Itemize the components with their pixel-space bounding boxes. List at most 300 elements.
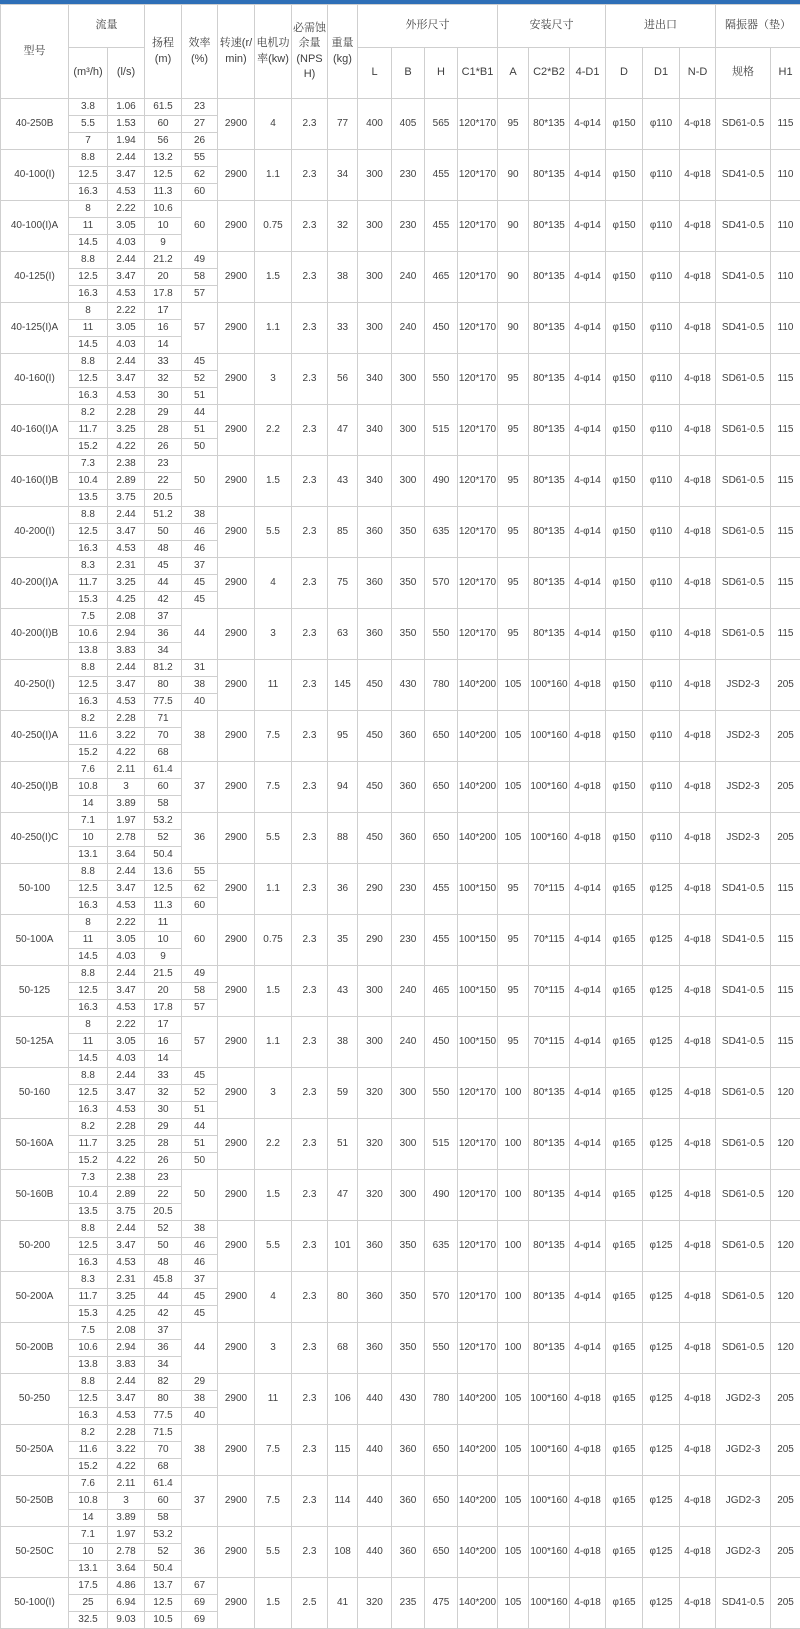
cell-iso-h1: 115 (771, 405, 800, 456)
cell-flow-m3h: 8 (69, 201, 108, 218)
cell-flow-ls: 3.47 (108, 1238, 145, 1255)
cell-flow-ls: 2.44 (108, 966, 145, 983)
cell-dim-c1b1: 120*170 (458, 252, 498, 303)
cell-efficiency: 50 (182, 1170, 218, 1221)
cell-dim-b: 300 (392, 1119, 425, 1170)
cell-dim-l: 450 (358, 762, 392, 813)
cell-dim-h: 565 (425, 99, 458, 150)
cell-flow-m3h: 14.5 (69, 235, 108, 252)
cell-inst-4d1: 4-φ18 (570, 1374, 606, 1425)
cell-flow-m3h: 13.5 (69, 1204, 108, 1221)
cell-efficiency: 60 (182, 201, 218, 252)
cell-iso-spec: SD61-0.5 (716, 1323, 771, 1374)
cell-dim-c1b1: 120*170 (458, 1068, 498, 1119)
cell-port-nd: 4-φ18 (680, 813, 716, 864)
cell-head: 17 (145, 303, 182, 320)
cell-inst-a: 95 (498, 609, 529, 660)
cell-iso-spec: SD41-0.5 (716, 201, 771, 252)
cell-efficiency: 57 (182, 286, 218, 303)
cell-iso-spec: SD41-0.5 (716, 1017, 771, 1068)
cell-flow-m3h: 8.8 (69, 966, 108, 983)
cell-port-d: φ150 (606, 303, 643, 354)
cell-head: 45 (145, 558, 182, 575)
cell-port-nd: 4-φ18 (680, 1476, 716, 1527)
cell-flow-m3h: 8.8 (69, 660, 108, 677)
cell-head: 60 (145, 116, 182, 133)
cell-efficiency: 38 (182, 507, 218, 524)
cell-port-d1: φ110 (643, 762, 680, 813)
cell-head: 12.5 (145, 167, 182, 184)
cell-iso-h1: 205 (771, 1374, 800, 1425)
cell-efficiency: 46 (182, 541, 218, 558)
cell-dim-c1b1: 100*150 (458, 966, 498, 1017)
cell-inst-c2b2: 80*135 (529, 1170, 570, 1221)
cell-flow-ls: 1.06 (108, 99, 145, 116)
cell-inst-4d1: 4-φ18 (570, 1578, 606, 1629)
table-row (1, 507, 800, 524)
cell-iso-h1: 120 (771, 1068, 800, 1119)
cell-inst-a: 95 (498, 864, 529, 915)
cell-npsh: 2.3 (292, 558, 328, 609)
table-row (1, 609, 800, 626)
cell-flow-ls: 2.31 (108, 1272, 145, 1289)
cell-head: 14 (145, 337, 182, 354)
cell-head: 48 (145, 541, 182, 558)
cell-weight: 59 (328, 1068, 358, 1119)
cell-port-nd: 4-φ18 (680, 1425, 716, 1476)
cell-iso-spec: JGD2-3 (716, 1425, 771, 1476)
cell-flow-ls: 2.44 (108, 660, 145, 677)
header-dim-b: B (392, 48, 425, 99)
cell-model: 40-250(I)C (1, 813, 69, 864)
cell-flow-m3h: 12.5 (69, 524, 108, 541)
table-row (1, 201, 800, 218)
cell-flow-ls: 3.05 (108, 218, 145, 235)
cell-speed: 2900 (218, 762, 255, 813)
cell-model: 40-125(I)A (1, 303, 69, 354)
cell-head: 77.5 (145, 694, 182, 711)
cell-dim-l: 290 (358, 915, 392, 966)
table-row (1, 150, 800, 167)
cell-dim-c1b1: 120*170 (458, 354, 498, 405)
cell-flow-ls: 2.44 (108, 150, 145, 167)
cell-power: 4 (255, 558, 292, 609)
cell-inst-a: 105 (498, 1476, 529, 1527)
cell-speed: 2900 (218, 1323, 255, 1374)
cell-head: 68 (145, 745, 182, 762)
cell-model: 50-100A (1, 915, 69, 966)
table-row (1, 558, 800, 575)
cell-flow-m3h: 8.8 (69, 507, 108, 524)
cell-dim-b: 235 (392, 1578, 425, 1629)
cell-head: 52 (145, 830, 182, 847)
cell-efficiency: 44 (182, 1119, 218, 1136)
cell-flow-m3h: 14.5 (69, 949, 108, 966)
cell-dim-c1b1: 140*200 (458, 1476, 498, 1527)
cell-dim-l: 440 (358, 1476, 392, 1527)
cell-model: 40-160(I)B (1, 456, 69, 507)
cell-speed: 2900 (218, 1425, 255, 1476)
cell-inst-c2b2: 80*135 (529, 354, 570, 405)
cell-dim-l: 360 (358, 1221, 392, 1272)
pump-spec-table (0, 4, 800, 1629)
cell-weight: 33 (328, 303, 358, 354)
cell-npsh: 2.3 (292, 660, 328, 711)
cell-port-nd: 4-φ18 (680, 303, 716, 354)
table-body (1, 99, 800, 1629)
header-speed: 转速(r/min) (218, 5, 255, 99)
cell-dim-h: 490 (425, 456, 458, 507)
cell-flow-ls: 2.28 (108, 405, 145, 422)
cell-efficiency: 45 (182, 1306, 218, 1323)
cell-model: 50-160B (1, 1170, 69, 1221)
cell-inst-a: 95 (498, 558, 529, 609)
cell-inst-4d1: 4-φ18 (570, 762, 606, 813)
cell-npsh: 2.3 (292, 1272, 328, 1323)
cell-efficiency: 69 (182, 1612, 218, 1629)
cell-head: 10.5 (145, 1612, 182, 1629)
cell-dim-c1b1: 120*170 (458, 99, 498, 150)
cell-port-d1: φ125 (643, 1527, 680, 1578)
cell-port-nd: 4-φ18 (680, 1374, 716, 1425)
cell-dim-h: 490 (425, 1170, 458, 1221)
cell-head: 30 (145, 388, 182, 405)
cell-head: 17 (145, 1017, 182, 1034)
cell-flow-ls: 3.22 (108, 728, 145, 745)
cell-head: 71.5 (145, 1425, 182, 1442)
cell-dim-h: 635 (425, 507, 458, 558)
cell-inst-a: 90 (498, 201, 529, 252)
cell-flow-m3h: 15.3 (69, 592, 108, 609)
cell-dim-l: 360 (358, 507, 392, 558)
cell-head: 21.5 (145, 966, 182, 983)
cell-head: 44 (145, 1289, 182, 1306)
cell-efficiency: 38 (182, 1391, 218, 1408)
cell-speed: 2900 (218, 864, 255, 915)
cell-npsh: 2.3 (292, 1170, 328, 1221)
cell-flow-m3h: 7.5 (69, 609, 108, 626)
cell-speed: 2900 (218, 711, 255, 762)
cell-flow-m3h: 7.3 (69, 456, 108, 473)
cell-port-d1: φ110 (643, 711, 680, 762)
cell-flow-m3h: 32.5 (69, 1612, 108, 1629)
cell-flow-ls: 2.89 (108, 1187, 145, 1204)
cell-iso-h1: 115 (771, 507, 800, 558)
cell-dim-h: 780 (425, 660, 458, 711)
cell-inst-c2b2: 70*115 (529, 966, 570, 1017)
cell-iso-h1: 205 (771, 1476, 800, 1527)
cell-model: 40-250(I) (1, 660, 69, 711)
table-row (1, 864, 800, 881)
cell-speed: 2900 (218, 1119, 255, 1170)
cell-port-d1: φ110 (643, 201, 680, 252)
cell-inst-c2b2: 80*135 (529, 456, 570, 507)
cell-inst-c2b2: 80*135 (529, 1119, 570, 1170)
cell-head: 52 (145, 1221, 182, 1238)
cell-weight: 85 (328, 507, 358, 558)
cell-inst-c2b2: 100*160 (529, 1527, 570, 1578)
cell-flow-ls: 4.53 (108, 694, 145, 711)
table-row (1, 1017, 800, 1034)
cell-dim-b: 360 (392, 711, 425, 762)
cell-port-nd: 4-φ18 (680, 609, 716, 660)
cell-dim-b: 350 (392, 558, 425, 609)
cell-port-nd: 4-φ18 (680, 1119, 716, 1170)
cell-flow-m3h: 15.2 (69, 439, 108, 456)
cell-head: 9 (145, 949, 182, 966)
cell-port-nd: 4-φ18 (680, 252, 716, 303)
cell-dim-b: 240 (392, 1017, 425, 1068)
cell-head: 53.2 (145, 813, 182, 830)
cell-dim-c1b1: 120*170 (458, 558, 498, 609)
cell-weight: 32 (328, 201, 358, 252)
cell-inst-a: 100 (498, 1323, 529, 1374)
cell-speed: 2900 (218, 813, 255, 864)
cell-head: 10.6 (145, 201, 182, 218)
cell-flow-ls: 4.22 (108, 439, 145, 456)
cell-weight: 41 (328, 1578, 358, 1629)
cell-efficiency: 55 (182, 864, 218, 881)
cell-inst-c2b2: 80*135 (529, 1221, 570, 1272)
cell-inst-c2b2: 100*160 (529, 660, 570, 711)
cell-flow-m3h: 7.6 (69, 762, 108, 779)
cell-flow-ls: 2.44 (108, 507, 145, 524)
cell-port-d: φ165 (606, 864, 643, 915)
cell-power: 3 (255, 609, 292, 660)
cell-speed: 2900 (218, 99, 255, 150)
cell-inst-a: 105 (498, 813, 529, 864)
cell-inst-c2b2: 100*160 (529, 762, 570, 813)
cell-iso-spec: JGD2-3 (716, 1476, 771, 1527)
cell-flow-m3h: 8 (69, 915, 108, 932)
cell-weight: 77 (328, 99, 358, 150)
cell-weight: 35 (328, 915, 358, 966)
cell-flow-ls: 2.78 (108, 830, 145, 847)
cell-port-nd: 4-φ18 (680, 150, 716, 201)
cell-dim-b: 350 (392, 1221, 425, 1272)
cell-model: 50-160A (1, 1119, 69, 1170)
table-row (1, 1476, 800, 1493)
cell-npsh: 2.3 (292, 762, 328, 813)
table-row (1, 1323, 800, 1340)
cell-flow-m3h: 16.3 (69, 541, 108, 558)
cell-flow-m3h: 8.8 (69, 252, 108, 269)
header-install: 安装尺寸 (498, 5, 606, 48)
cell-npsh: 2.3 (292, 1221, 328, 1272)
cell-iso-spec: SD41-0.5 (716, 303, 771, 354)
cell-power: 2.2 (255, 1119, 292, 1170)
cell-model: 50-250A (1, 1425, 69, 1476)
cell-power: 5.5 (255, 813, 292, 864)
cell-efficiency: 44 (182, 405, 218, 422)
cell-dim-l: 340 (358, 354, 392, 405)
cell-inst-c2b2: 70*115 (529, 864, 570, 915)
cell-npsh: 2.3 (292, 507, 328, 558)
cell-flow-ls: 3.75 (108, 1204, 145, 1221)
cell-inst-c2b2: 70*115 (529, 1017, 570, 1068)
cell-efficiency: 37 (182, 1476, 218, 1527)
cell-dim-l: 300 (358, 303, 392, 354)
cell-dim-l: 300 (358, 1017, 392, 1068)
cell-inst-4d1: 4-φ14 (570, 354, 606, 405)
cell-weight: 51 (328, 1119, 358, 1170)
cell-inst-c2b2: 80*135 (529, 609, 570, 660)
cell-efficiency: 51 (182, 1136, 218, 1153)
cell-efficiency: 52 (182, 1085, 218, 1102)
cell-flow-m3h: 8.2 (69, 1119, 108, 1136)
cell-head: 70 (145, 728, 182, 745)
cell-model: 40-250(I)B (1, 762, 69, 813)
cell-flow-ls: 3.22 (108, 1442, 145, 1459)
header-weight: 重量(kg) (328, 5, 358, 99)
cell-port-d: φ150 (606, 660, 643, 711)
cell-dim-c1b1: 120*170 (458, 1170, 498, 1221)
cell-port-nd: 4-φ18 (680, 660, 716, 711)
cell-port-nd: 4-φ18 (680, 507, 716, 558)
cell-model: 50-160 (1, 1068, 69, 1119)
cell-port-nd: 4-φ18 (680, 1527, 716, 1578)
cell-iso-h1: 120 (771, 1221, 800, 1272)
cell-flow-ls: 3.64 (108, 847, 145, 864)
cell-flow-ls: 3.47 (108, 269, 145, 286)
cell-inst-c2b2: 80*135 (529, 1272, 570, 1323)
cell-dim-b: 300 (392, 1170, 425, 1221)
header-inst-a: A (498, 48, 529, 99)
cell-port-d: φ165 (606, 1017, 643, 1068)
cell-flow-ls: 2.28 (108, 1119, 145, 1136)
cell-head: 80 (145, 677, 182, 694)
cell-port-d1: φ125 (643, 864, 680, 915)
cell-power: 3 (255, 354, 292, 405)
cell-port-nd: 4-φ18 (680, 864, 716, 915)
cell-efficiency: 50 (182, 439, 218, 456)
cell-flow-m3h: 11.7 (69, 422, 108, 439)
cell-iso-spec: SD41-0.5 (716, 252, 771, 303)
cell-flow-ls: 1.97 (108, 1527, 145, 1544)
cell-port-d1: φ110 (643, 609, 680, 660)
cell-inst-4d1: 4-φ14 (570, 405, 606, 456)
cell-inst-a: 100 (498, 1170, 529, 1221)
cell-inst-4d1: 4-φ14 (570, 252, 606, 303)
cell-port-nd: 4-φ18 (680, 354, 716, 405)
cell-head: 51.2 (145, 507, 182, 524)
cell-iso-h1: 110 (771, 252, 800, 303)
cell-flow-m3h: 16.3 (69, 1000, 108, 1017)
cell-flow-ls: 4.03 (108, 1051, 145, 1068)
cell-speed: 2900 (218, 1170, 255, 1221)
cell-dim-b: 230 (392, 150, 425, 201)
cell-flow-m3h: 16.3 (69, 1255, 108, 1272)
cell-npsh: 2.5 (292, 1578, 328, 1629)
table-row (1, 99, 800, 116)
cell-dim-c1b1: 140*200 (458, 1425, 498, 1476)
cell-dim-c1b1: 120*170 (458, 303, 498, 354)
cell-flow-m3h: 11.6 (69, 1442, 108, 1459)
cell-flow-ls: 3.64 (108, 1561, 145, 1578)
cell-inst-4d1: 4-φ14 (570, 1170, 606, 1221)
cell-efficiency: 40 (182, 694, 218, 711)
cell-npsh: 2.3 (292, 252, 328, 303)
cell-flow-m3h: 16.3 (69, 1102, 108, 1119)
cell-flow-ls: 1.94 (108, 133, 145, 150)
cell-power: 1.1 (255, 1017, 292, 1068)
cell-iso-spec: SD61-0.5 (716, 1068, 771, 1119)
cell-power: 7.5 (255, 762, 292, 813)
cell-dim-h: 465 (425, 252, 458, 303)
cell-inst-4d1: 4-φ18 (570, 813, 606, 864)
cell-iso-spec: SD61-0.5 (716, 1221, 771, 1272)
cell-flow-m3h: 13.5 (69, 490, 108, 507)
cell-inst-c2b2: 100*160 (529, 1476, 570, 1527)
cell-efficiency: 45 (182, 1289, 218, 1306)
cell-dim-c1b1: 140*200 (458, 762, 498, 813)
cell-inst-a: 95 (498, 456, 529, 507)
cell-iso-h1: 115 (771, 99, 800, 150)
table-row (1, 303, 800, 320)
cell-port-d: φ150 (606, 507, 643, 558)
cell-port-nd: 4-φ18 (680, 405, 716, 456)
cell-weight: 38 (328, 1017, 358, 1068)
cell-head: 61.4 (145, 762, 182, 779)
cell-dim-h: 650 (425, 1527, 458, 1578)
cell-dim-h: 550 (425, 354, 458, 405)
cell-efficiency: 46 (182, 1238, 218, 1255)
cell-flow-ls: 4.53 (108, 541, 145, 558)
cell-flow-ls: 3.83 (108, 643, 145, 660)
cell-speed: 2900 (218, 1374, 255, 1425)
cell-dim-h: 455 (425, 864, 458, 915)
cell-npsh: 2.3 (292, 966, 328, 1017)
cell-inst-a: 95 (498, 354, 529, 405)
cell-head: 37 (145, 609, 182, 626)
cell-inst-c2b2: 80*135 (529, 1068, 570, 1119)
cell-iso-h1: 205 (771, 1578, 800, 1629)
header-model: 型号 (1, 5, 69, 99)
cell-flow-m3h: 13.8 (69, 1357, 108, 1374)
cell-head: 21.2 (145, 252, 182, 269)
cell-npsh: 2.3 (292, 711, 328, 762)
header-inst-c2b2: C2*B2 (529, 48, 570, 99)
cell-dim-h: 450 (425, 1017, 458, 1068)
cell-power: 4 (255, 1272, 292, 1323)
table-row (1, 1068, 800, 1085)
cell-flow-m3h: 8.2 (69, 405, 108, 422)
cell-flow-m3h: 3.8 (69, 99, 108, 116)
cell-power: 7.5 (255, 1425, 292, 1476)
cell-iso-spec: SD61-0.5 (716, 405, 771, 456)
cell-head: 10 (145, 218, 182, 235)
cell-dim-l: 360 (358, 558, 392, 609)
cell-model: 40-125(I) (1, 252, 69, 303)
cell-flow-ls: 4.53 (108, 898, 145, 915)
cell-flow-ls: 1.97 (108, 813, 145, 830)
cell-model: 40-160(I) (1, 354, 69, 405)
cell-flow-m3h: 8.8 (69, 864, 108, 881)
cell-flow-ls: 3.47 (108, 677, 145, 694)
cell-dim-h: 455 (425, 915, 458, 966)
cell-dim-b: 360 (392, 1527, 425, 1578)
cell-model: 50-125 (1, 966, 69, 1017)
cell-flow-m3h: 11 (69, 320, 108, 337)
cell-flow-ls: 4.53 (108, 184, 145, 201)
cell-power: 1.5 (255, 252, 292, 303)
cell-dim-b: 350 (392, 1323, 425, 1374)
cell-iso-h1: 110 (771, 150, 800, 201)
cell-weight: 80 (328, 1272, 358, 1323)
cell-dim-c1b1: 140*200 (458, 1374, 498, 1425)
cell-inst-a: 90 (498, 150, 529, 201)
cell-port-d: φ165 (606, 1068, 643, 1119)
